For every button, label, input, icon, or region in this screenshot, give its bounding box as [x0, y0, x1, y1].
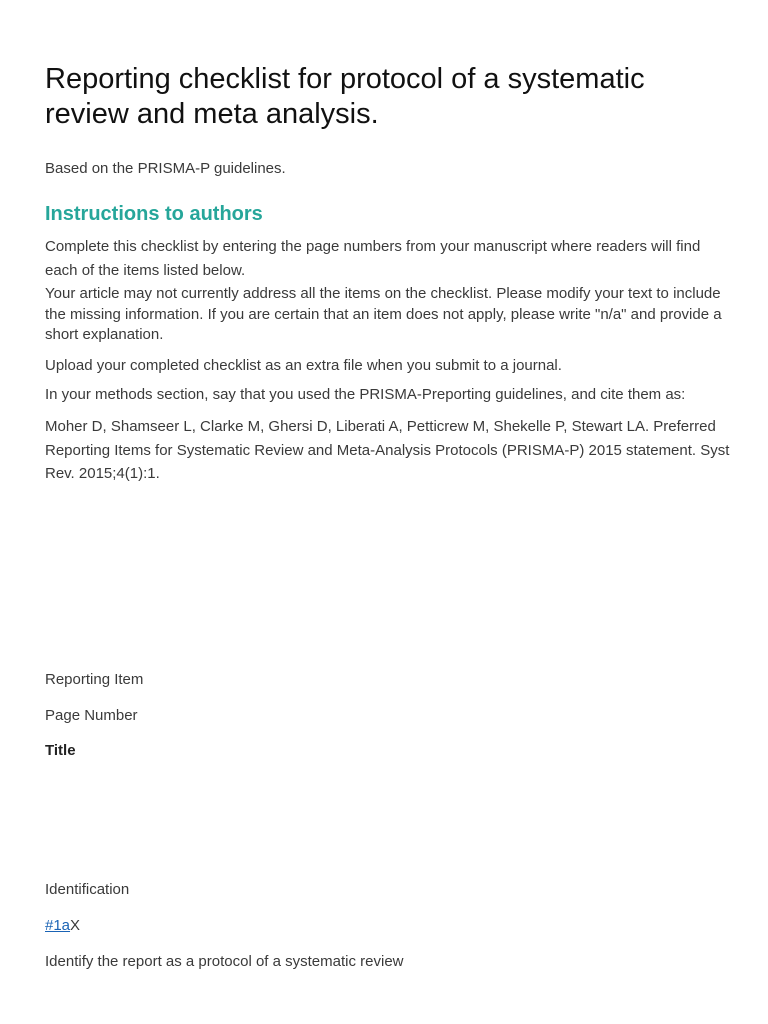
citation-paragraph: Moher D, Shamseer L, Clarke M, Ghersi D, Liberati A, Petticrew M, Shekelle P, Stewart LA. Preferred Reporting Items for Systematic Review and Meta-Analysis Protocols (PRISMA-P) 2015 statement. Syst Rev. 2015;4(1):1.: [45, 418, 730, 482]
checklist-item-description: Identify the report as a protocol of a systematic review: [45, 953, 404, 970]
instructions-paragraph-upload: Upload your completed checklist as an extra file when you submit to a journal.: [45, 357, 562, 374]
instructions-heading: Instructions to authors: [45, 203, 263, 225]
checklist-item-id-row: [45, 916, 80, 936]
guidelines-subtitle: Based on the PRISMA-P guidelines.: [45, 160, 286, 177]
instructions-paragraph-complete: Complete this checklist by entering the page numbers from your manuscript where readers will find each of the items listed below.: [45, 238, 701, 279]
document-title: Reporting checklist for protocol of a systematic review and meta analysis.: [45, 63, 645, 130]
instructions-paragraph-methods: In your methods section, say that you used the PRISMA-Preporting guidelines, and cite them as:: [45, 386, 686, 403]
checklist-section-title: Title: [45, 742, 76, 759]
column-header-reporting-item: Reporting Item: [45, 671, 144, 688]
page-number-mark: X: [70, 917, 81, 934]
checklist-item-name: Identification: [45, 881, 130, 898]
instructions-paragraph-address: Your article may not currently address all the items on the checklist. Please modify your text to include the missing information. If you are certain that an item does not apply, please write "n/a" and provide a short explanation.: [45, 285, 722, 343]
item-1a-link[interactable]: #1a: [45, 917, 71, 934]
column-header-page-number: Page Number: [45, 707, 138, 724]
